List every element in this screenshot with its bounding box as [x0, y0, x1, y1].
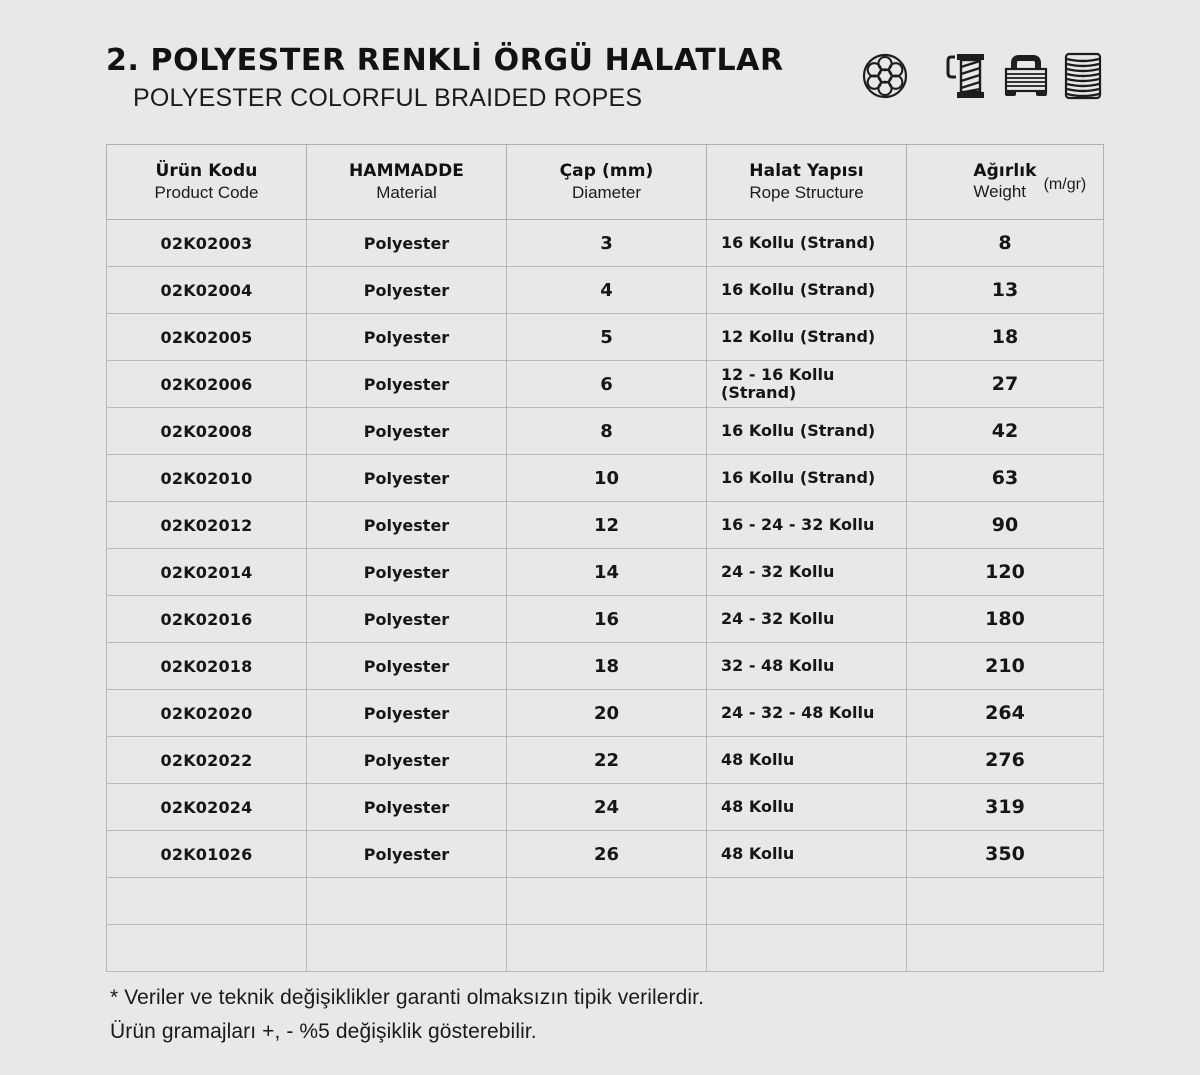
cell-diameter: 4 — [507, 267, 707, 314]
cell-weight: 90 — [907, 502, 1104, 549]
cell-material: Polyester — [307, 643, 507, 690]
cell-diameter: 12 — [507, 502, 707, 549]
table-row-empty — [107, 878, 1104, 925]
cell-material: Polyester — [307, 596, 507, 643]
cell-material: Polyester — [307, 784, 507, 831]
cell-product-code: 02K02022 — [107, 737, 307, 784]
column-header-material — [307, 145, 507, 220]
cell-product-code: 02K02014 — [107, 549, 307, 596]
cell-product-code: 02K02012 — [107, 502, 307, 549]
cell-product-code: 02K02016 — [107, 596, 307, 643]
table-header — [107, 145, 1104, 220]
column-header-tr: Ürün Kodu — [155, 161, 258, 182]
cell-weight: 350 — [907, 831, 1104, 878]
cell-rope-structure — [707, 925, 907, 972]
cell-material: Polyester — [307, 220, 507, 267]
column-header-tr: Halat Yapısı — [749, 161, 864, 182]
rope-cylinder-coil-icon — [1062, 49, 1104, 103]
table-row — [107, 596, 1104, 643]
cell-diameter: 20 — [507, 690, 707, 737]
table-row — [107, 737, 1104, 784]
cell-product-code: 02K02020 — [107, 690, 307, 737]
cell-diameter: 8 — [507, 408, 707, 455]
column-header-en: Product Code — [154, 182, 259, 202]
cell-rope-structure: 12 - 16 Kollu (Strand) — [707, 361, 907, 408]
cell-weight: 180 — [907, 596, 1104, 643]
column-header-weight — [907, 145, 1104, 220]
cell-rope-structure: 32 - 48 Kollu — [707, 643, 907, 690]
column-header-tr: HAMMADDE — [348, 161, 464, 182]
table-body — [107, 220, 1104, 972]
table-row — [107, 267, 1104, 314]
cell-weight — [907, 878, 1104, 925]
cell-weight: 42 — [907, 408, 1104, 455]
cell-rope-structure: 48 Kollu — [707, 831, 907, 878]
cell-rope-structure: 16 Kollu (Strand) — [707, 220, 907, 267]
cell-diameter: 5 — [507, 314, 707, 361]
cell-weight: 18 — [907, 314, 1104, 361]
cell-product-code: 02K02004 — [107, 267, 307, 314]
cell-diameter: 18 — [507, 643, 707, 690]
cell-weight: 27 — [907, 361, 1104, 408]
cell-diameter: 26 — [507, 831, 707, 878]
cell-rope-structure: 24 - 32 Kollu — [707, 549, 907, 596]
cell-diameter: 3 — [507, 220, 707, 267]
cell-weight: 8 — [907, 220, 1104, 267]
cell-material: Polyester — [307, 455, 507, 502]
table-row — [107, 831, 1104, 878]
table-row — [107, 690, 1104, 737]
cell-weight: 276 — [907, 737, 1104, 784]
cell-product-code — [107, 878, 307, 925]
cell-rope-structure: 48 Kollu — [707, 737, 907, 784]
footnote-line-1: * Veriler ve teknik değişiklikler garanti olmaksızın tipik verilerdir. — [110, 986, 705, 1009]
cell-product-code — [107, 925, 307, 972]
cell-weight: 264 — [907, 690, 1104, 737]
cell-rope-structure: 16 - 24 - 32 Kollu — [707, 502, 907, 549]
table-row — [107, 784, 1104, 831]
cell-diameter: 24 — [507, 784, 707, 831]
cell-rope-structure: 16 Kollu (Strand) — [707, 267, 907, 314]
cell-weight: 319 — [907, 784, 1104, 831]
thread-spool-icon — [946, 48, 990, 104]
cell-product-code: 02K02003 — [107, 220, 307, 267]
cell-material: Polyester — [307, 502, 507, 549]
cell-diameter — [507, 878, 707, 925]
table-row-empty — [107, 925, 1104, 972]
table-row — [107, 549, 1104, 596]
page-subtitle: POLYESTER COLORFUL BRAIDED ROPES — [133, 84, 643, 112]
footnote — [110, 981, 704, 1049]
rope-hank-coil-icon — [1002, 51, 1050, 101]
product-icon-group — [862, 48, 1104, 104]
column-header-en: Weight — [973, 182, 1026, 202]
cell-product-code: 02K02024 — [107, 784, 307, 831]
cell-product-code: 02K01026 — [107, 831, 307, 878]
spec-table-container — [106, 144, 1103, 972]
cell-weight: 13 — [907, 267, 1104, 314]
cell-material: Polyester — [307, 737, 507, 784]
cell-weight: 63 — [907, 455, 1104, 502]
column-header-diameter — [507, 145, 707, 220]
page-title: 2. POLYESTER RENKLİ ÖRGÜ HALATLAR — [106, 43, 784, 78]
cell-rope-structure: 24 - 32 Kollu — [707, 596, 907, 643]
cell-product-code: 02K02006 — [107, 361, 307, 408]
column-header-en: Material — [376, 182, 437, 202]
cell-material: Polyester — [307, 690, 507, 737]
cell-weight: 120 — [907, 549, 1104, 596]
cell-weight: 210 — [907, 643, 1104, 690]
cell-material — [307, 925, 507, 972]
cell-rope-structure — [707, 878, 907, 925]
cell-diameter — [507, 925, 707, 972]
table-row — [107, 361, 1104, 408]
page-header — [106, 44, 1104, 130]
table-row — [107, 643, 1104, 690]
cell-material: Polyester — [307, 314, 507, 361]
title-block — [106, 44, 784, 113]
spec-table — [106, 144, 1104, 972]
column-header-product-code — [107, 145, 307, 220]
footnote-line-2: Ürün gramajları +, - %5 değişiklik gösterebilir. — [110, 1020, 537, 1043]
table-row — [107, 220, 1104, 267]
cell-rope-structure: 12 Kollu (Strand) — [707, 314, 907, 361]
column-header-unit: (m/gr) — [1043, 176, 1087, 194]
cell-product-code: 02K02008 — [107, 408, 307, 455]
cell-material: Polyester — [307, 408, 507, 455]
cell-rope-structure: 16 Kollu (Strand) — [707, 408, 907, 455]
rope-cross-section-icon — [862, 53, 908, 99]
cell-product-code: 02K02010 — [107, 455, 307, 502]
table-row — [107, 314, 1104, 361]
cell-material: Polyester — [307, 549, 507, 596]
cell-rope-structure: 48 Kollu — [707, 784, 907, 831]
cell-diameter: 6 — [507, 361, 707, 408]
column-header-tr: Çap (mm) — [559, 161, 654, 182]
cell-material: Polyester — [307, 831, 507, 878]
cell-rope-structure: 24 - 32 - 48 Kollu — [707, 690, 907, 737]
table-row — [107, 502, 1104, 549]
cell-diameter: 22 — [507, 737, 707, 784]
cell-material: Polyester — [307, 267, 507, 314]
cell-product-code: 02K02018 — [107, 643, 307, 690]
cell-material: Polyester — [307, 361, 507, 408]
column-header-en: Diameter — [572, 182, 641, 202]
table-header-row — [107, 145, 1104, 220]
cell-weight — [907, 925, 1104, 972]
cell-diameter: 10 — [507, 455, 707, 502]
column-header-tr: Ağırlık — [973, 161, 1037, 182]
cell-diameter: 14 — [507, 549, 707, 596]
cell-product-code: 02K02005 — [107, 314, 307, 361]
column-header-en: Rope Structure — [749, 182, 864, 202]
cell-rope-structure: 16 Kollu (Strand) — [707, 455, 907, 502]
cell-diameter: 16 — [507, 596, 707, 643]
column-header-rope-structure — [707, 145, 907, 220]
cell-material — [307, 878, 507, 925]
table-row — [107, 455, 1104, 502]
table-row — [107, 408, 1104, 455]
